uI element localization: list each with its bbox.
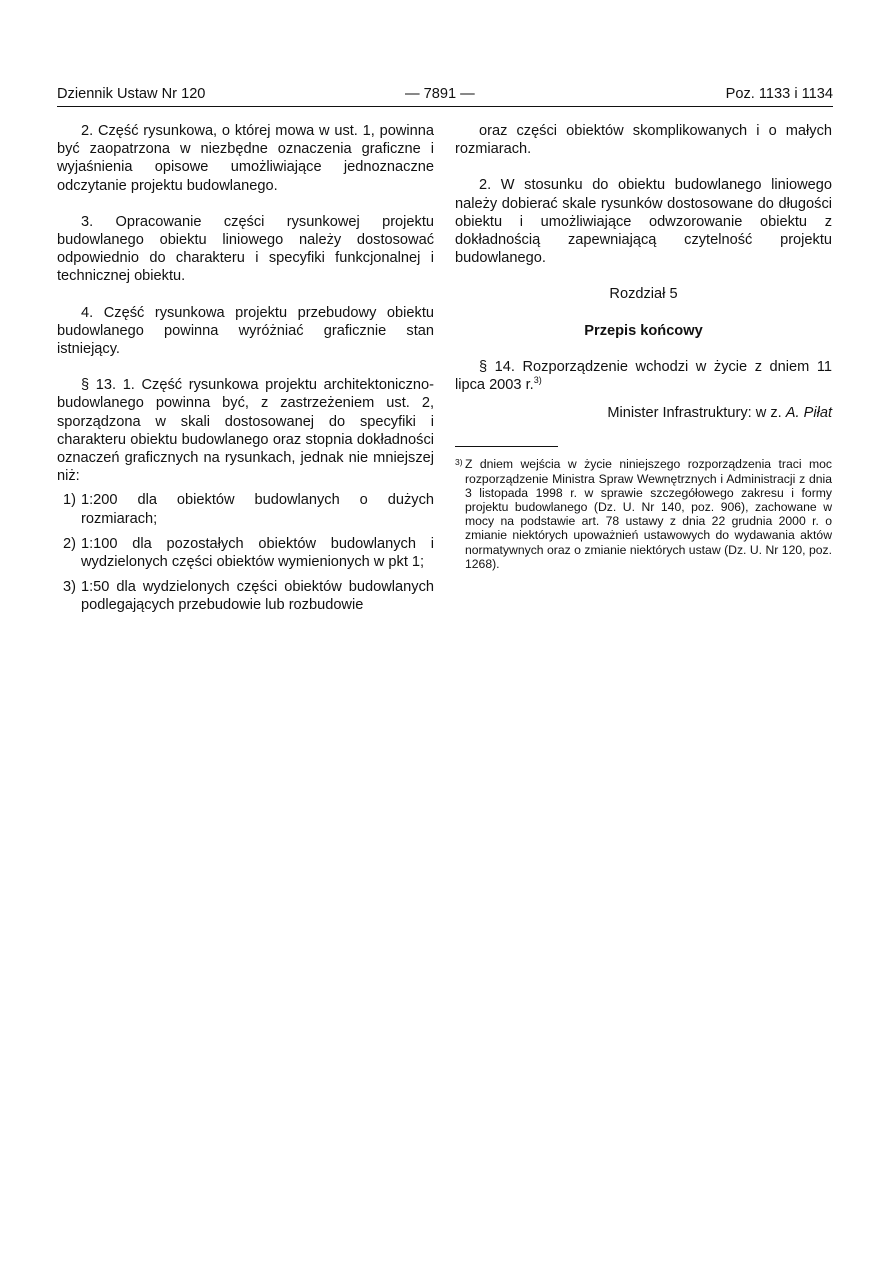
chapter-heading: Rozdział 5: [609, 286, 678, 303]
signature-prefix: Minister Infrastruktury: w z.: [607, 405, 782, 422]
page-header: [57, 84, 833, 107]
list-item-number: 2): [63, 535, 76, 552]
chapter-title: Przepis końcowy: [584, 322, 703, 339]
paragraph-3: 3. Opracowanie części rysunkowej projektu budowlanego obiektu liniowego należy dostosować odpowiednio do charakteru i specyfiki funkcjonalnej i technicznej obiektu.: [57, 213, 434, 285]
list-item-number: 1): [63, 492, 76, 509]
footnote: [455, 457, 832, 571]
footnote-text: Z dniem wejścia w życie niniejszego rozporządzenia traci moc rozporządzenie Ministra Spraw Wewnętrznych i Administracji z dnia 3 listopada 1998 r. w sprawie szczegółowego zakresu i formy projektu budowlanego (Dz. U. Nr 140, poz. 906), zachowane w mocy na podstawie art. 78 ustawy z dnia 22 grudnia 2000 r. o zmianie niektórych upoważnień ustawowych do wydawania aktów normatywnych oraz o zmianie niektórych ustaw (Dz. U. Nr 120, poz. 1268).: [465, 457, 832, 571]
right-column: [455, 122, 832, 571]
list-item-text: 1:200 dla obiektów budowlanych o dużych rozmiarach;: [81, 492, 434, 527]
paragraph-2: 2. Część rysunkowa, o której mowa w ust. 1, powinna być zaopatrzona w niezbędne oznaczenia graficzne i wyjaśnienia opisowe umożliwiające jednoznaczne odczytanie projektu budowlanego.: [57, 123, 434, 194]
position-reference: Poz. 1133 i 1134: [725, 86, 833, 102]
list-item: [57, 491, 434, 527]
list-item-text: 1:100 dla pozostałych obiektów budowlanych i wydzielonych części obiektów wymienionych w pkt 1;: [81, 535, 434, 571]
left-column: [57, 122, 434, 622]
signature-name: A. Piłat: [785, 405, 832, 422]
continuation-text: oraz części obiektów skomplikowanych i o małych rozmiarach.: [455, 123, 832, 158]
footnote-reference: 3): [533, 375, 542, 386]
page-number: — 7891 —: [405, 86, 475, 102]
journal-title: Dziennik Ustaw Nr 120: [57, 86, 206, 102]
footnote-mark: 3): [455, 457, 463, 468]
list-item-text: 1:50 dla wydzielonych części obiektów budowlanych podlegających przebudowie lub rozbudowie: [81, 579, 434, 614]
paragraph-4: 4. Część rysunkowa projektu przebudowy obiektu budowlanego powinna wyróżniać graficznie stan istniejący.: [57, 304, 434, 358]
paragraph-2-right: 2. W stosunku do obiektu budowlanego liniowego należy dobierać skale rysunków dostosowane do długości obiektu i umożliwiające odwzorowanie obiektu z dokładnością zapewniającą czytelność projektu budowlanego.: [455, 177, 832, 267]
signature: [455, 404, 832, 422]
section-13-paragraph: § 13. 1. Część rysunkowa projektu architektoniczno-budowlanego powinna być, z zastrzeżeniem ust. 2, sporządzona w skali dostosowanej do specyfiki i charakteru obiektu budowlanego oraz stopnia dokładności oznaczeń graficznych na rysunkach, jednak nie mniejszej niż:: [57, 377, 434, 485]
section-14-text: § 14. Rozporządzenie wchodzi w życie z dniem 11 lipca 2003 r.: [455, 358, 832, 394]
list-item-number: 3): [63, 579, 76, 596]
footnote-divider: [455, 446, 558, 447]
list-item: [57, 535, 434, 571]
section-14-paragraph: [455, 358, 832, 394]
list-item: [57, 578, 434, 614]
scale-list: [57, 491, 434, 614]
